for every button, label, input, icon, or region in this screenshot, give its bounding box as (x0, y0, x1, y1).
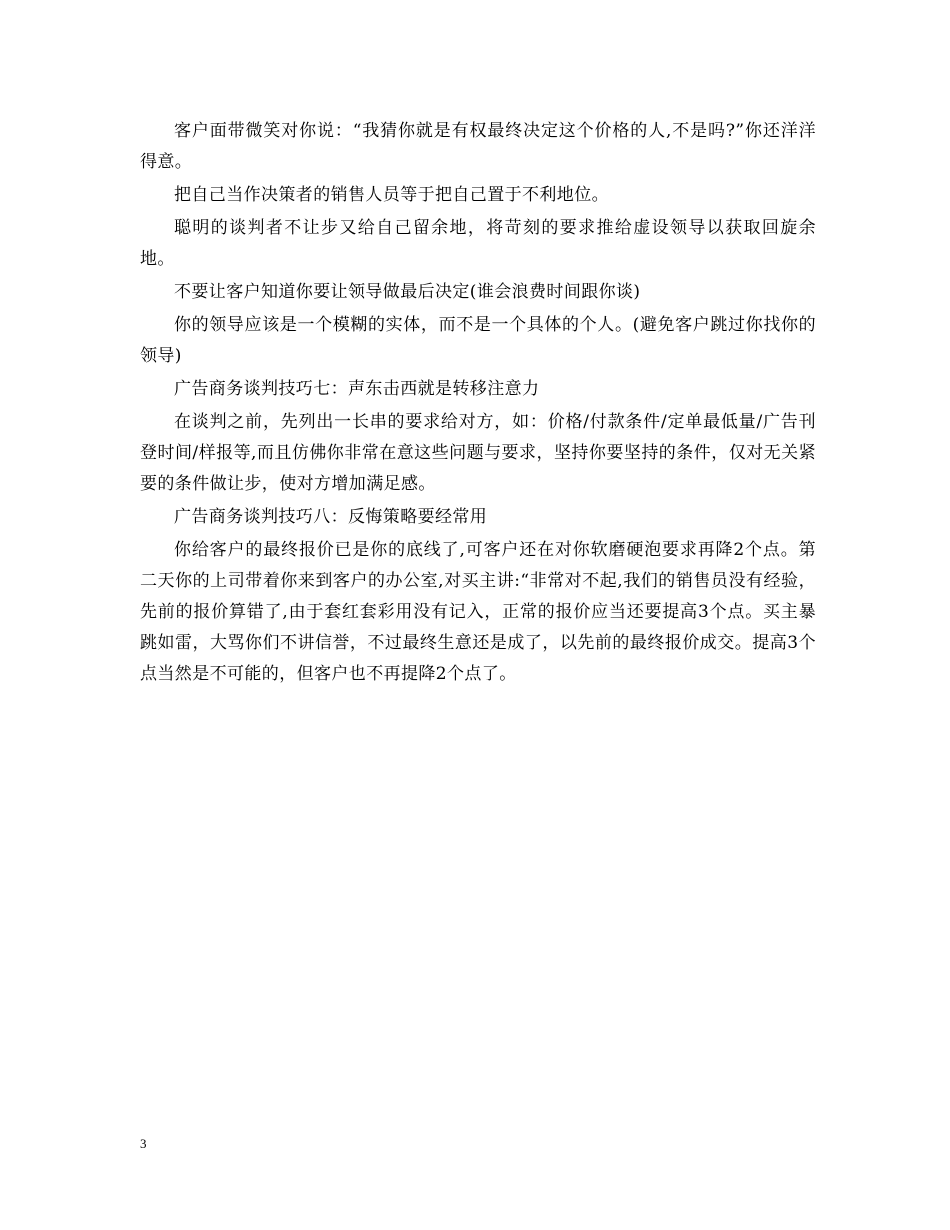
paragraph: 不要让客户知道你要让领导做最后决定(谁会浪费时间跟你谈) (174, 282, 641, 302)
section-heading: 广告商务谈判技巧七：声东击西就是转移注意力 (174, 379, 540, 399)
paragraph: 把自己当作决策者的销售人员等于把自己置于不利地位。 (174, 185, 609, 205)
paragraph: 客户面带微笑对你说：“我猜你就是有权最终决定这个价格的人,不是吗?”你还洋洋得意。 (140, 121, 816, 172)
document-body (140, 116, 816, 690)
paragraph: 在谈判之前，先列出一长串的要求给对方，如：价格/付款条件/定单最低量/广告刊登时间/样报等,而且仿佛你非常在意这些问题与要求，坚持你要坚持的条件，仅对无关紧要的条件做让步，使对方增加满足感。 (140, 412, 816, 494)
paragraph: 你的领导应该是一个模糊的实体，而不是一个具体的个人。(避免客户跳过你找你的领导) (140, 315, 816, 366)
page-number: 3 (140, 1136, 147, 1151)
paragraph: 你给客户的最终报价已是你的底线了,可客户还在对你软磨硬泡要求再降2个点。第二天你的上司带着你来到客户的办公室,对买主讲:“非常对不起,我们的销售员没有经验，先前的报价算错了,由于套红套彩用没有记入，正常的报价应当还要提高3个点。买主暴跳如雷，大骂你们不讲信誉，不过最终生意还是成了，以先前的最终报价成交。提高3个点当然是不可能的，但客户也不再提降2个点了。 (140, 540, 816, 684)
paragraph: 聪明的谈判者不让步又给自己留余地，将苛刻的要求推给虚设领导以获取回旋余地。 (140, 218, 816, 269)
section-heading: 广告商务谈判技巧八：反悔策略要经常用 (174, 507, 488, 527)
